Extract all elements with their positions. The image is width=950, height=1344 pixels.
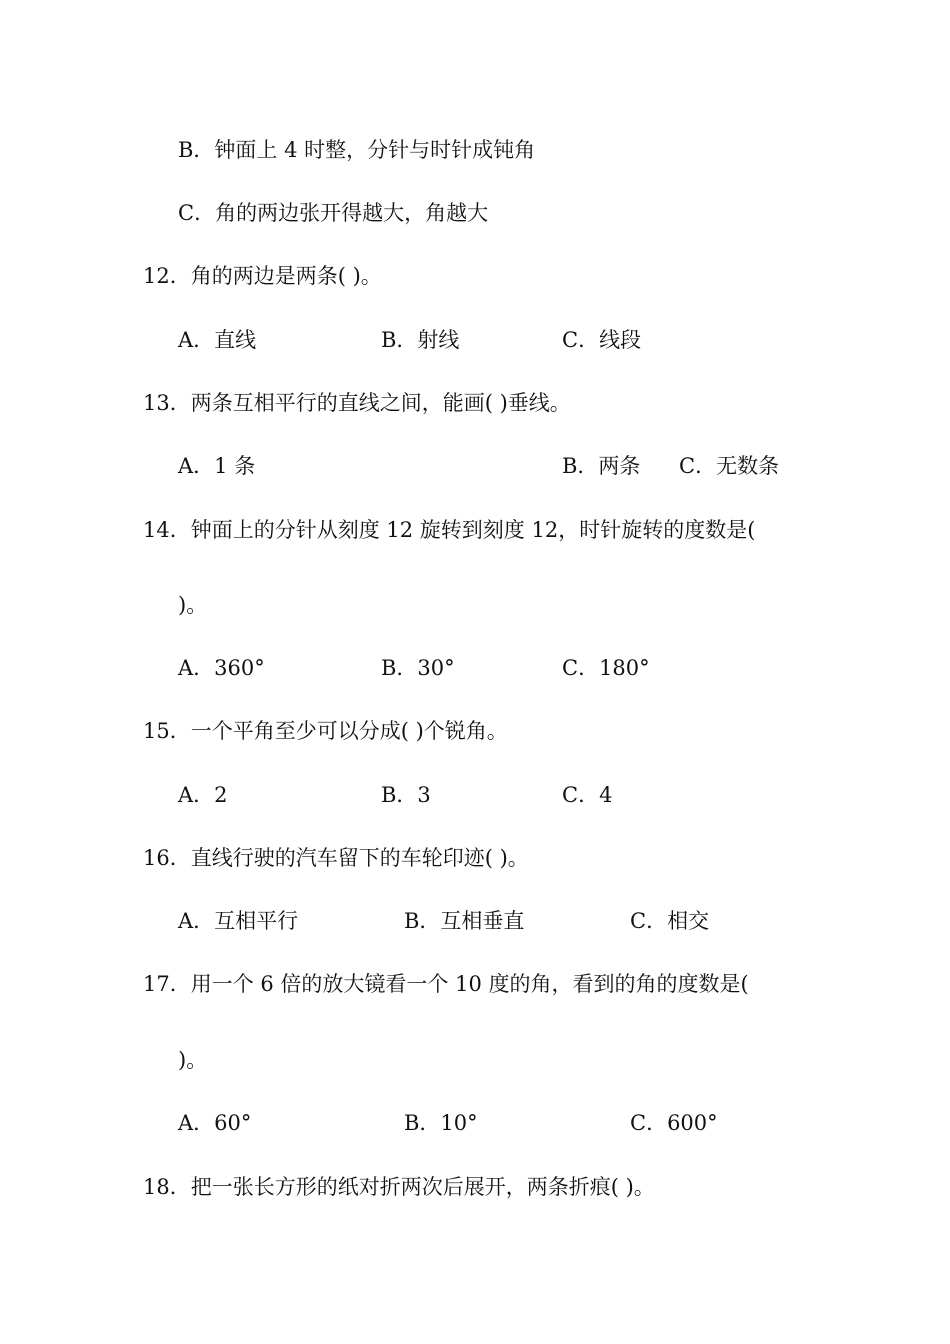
q17-question-end: )。 [178, 1048, 208, 1072]
q16-question: 16．直线行驶的汽车留下的车轮印迹( )。 [143, 846, 529, 870]
q14-question-end: )。 [178, 593, 208, 617]
q14-option-c: C．180° [562, 656, 650, 680]
q13-option-c: C．无数条 [679, 454, 780, 478]
q15-option-b: B．3 [381, 783, 431, 807]
q12-question: 12．角的两边是两条( )。 [143, 264, 382, 288]
q11-option-c: C．角的两边张开得越大，角越大 [178, 201, 489, 225]
q12-option-b: B．射线 [381, 328, 460, 352]
q16-option-b: B．互相垂直 [404, 909, 525, 933]
q14-option-a: A．360° [178, 656, 265, 680]
q12-option-a: A．直线 [178, 328, 257, 352]
q16-option-c: C．相交 [630, 909, 710, 933]
q13-option-b: B．两条 [562, 454, 641, 478]
q14-question: 14．钟面上的分针从刻度 12 旋转到刻度 12，时针旋转的度数是( [143, 518, 756, 542]
q13-question: 13．两条互相平行的直线之间，能画( )垂线。 [143, 391, 571, 415]
q15-question: 15．一个平角至少可以分成( )个锐角。 [143, 719, 508, 743]
q17-option-a: A．60° [178, 1111, 252, 1135]
q17-question: 17．用一个 6 倍的放大镜看一个 10 度的角，看到的角的度数是( [143, 972, 749, 996]
q15-option-a: A．2 [178, 783, 228, 807]
q11-option-b: B．钟面上 4 时整，分针与时针成钝角 [178, 138, 536, 162]
q18-question: 18．把一张长方形的纸对折两次后展开，两条折痕( )。 [143, 1175, 655, 1199]
q15-option-c: C．4 [562, 783, 613, 807]
q14-option-b: B．30° [381, 656, 455, 680]
q17-option-c: C．600° [630, 1111, 718, 1135]
q17-option-b: B．10° [404, 1111, 478, 1135]
q12-option-c: C．线段 [562, 328, 642, 352]
q16-option-a: A．互相平行 [178, 909, 299, 933]
q13-option-a: A．1 条 [178, 454, 256, 478]
